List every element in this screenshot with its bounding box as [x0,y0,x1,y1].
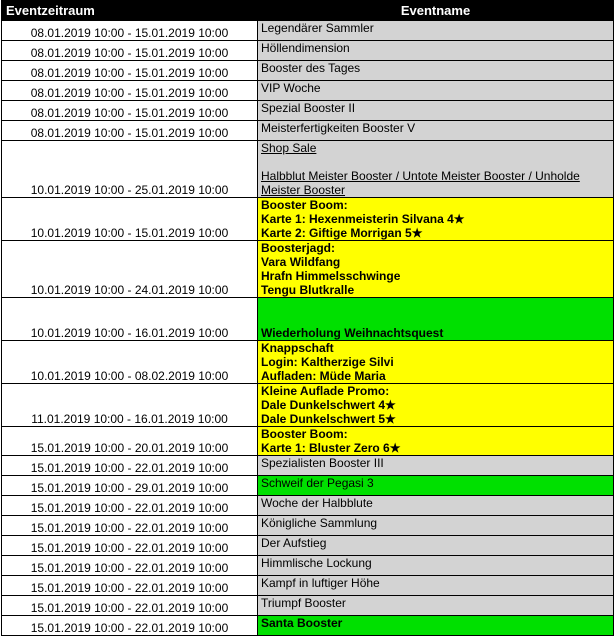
event-date: 15.01.2019 10:00 - 22.01.2019 10:00 [2,576,258,596]
table-row [2,576,614,596]
event-name-shop-sale [258,141,614,198]
table-row [2,298,614,341]
table-row [2,101,614,121]
event-line: Hrafn Himmelsschwinge [261,269,401,283]
event-line: Karte 2: Giftige Morrigan 5★ [261,226,423,240]
event-name: Königliche Sammlung [258,516,614,536]
event-date: 10.01.2019 10:00 - 24.01.2019 10:00 [2,241,258,298]
table-row [2,476,614,496]
event-name: Kampf in luftiger Höhe [258,576,614,596]
table-row [2,516,614,536]
event-date: 15.01.2019 10:00 - 22.01.2019 10:00 [2,516,258,536]
event-name: Schweif der Pegasi 3 [258,476,614,496]
event-line: Aufladen: Müde Maria [261,369,386,383]
table-row [2,556,614,576]
event-name: Woche der Halbblute [258,496,614,516]
event-name: VIP Woche [258,81,614,101]
shop-sale-detail-link[interactable]: Meister Booster [261,183,346,197]
table-row [2,81,614,101]
header-eventname: Eventname [258,1,614,21]
event-date: 08.01.2019 10:00 - 15.01.2019 10:00 [2,81,258,101]
event-line: Knappschaft [261,341,334,355]
event-line: Tengu Blutkralle [261,283,355,297]
table-row [2,41,614,61]
event-name [258,341,614,384]
table-row [2,384,614,427]
table-row [2,61,614,81]
event-name [258,384,614,427]
table-row [2,427,614,456]
event-date: 10.01.2019 10:00 - 16.01.2019 10:00 [2,298,258,341]
table-row [2,496,614,516]
event-date: 08.01.2019 10:00 - 15.01.2019 10:00 [2,21,258,41]
header-eventzeitraum: Eventzeitraum [2,1,258,21]
event-name: Spezialisten Booster III [258,456,614,476]
event-line: Dale Dunkelschwert 4★ [261,398,396,412]
event-name: Santa Booster [258,616,614,636]
event-line: Vara Wildfang [261,255,341,269]
table-row [2,141,614,198]
event-date: 15.01.2019 10:00 - 22.01.2019 10:00 [2,496,258,516]
event-name [258,427,614,456]
event-line: Karte 1: Bluster Zero 6★ [261,441,401,455]
shop-sale-detail-link[interactable]: Halbblut Meister Booster / Untote Meister Booster / Unholde [261,169,580,183]
event-date: 15.01.2019 10:00 - 20.01.2019 10:00 [2,427,258,456]
event-date: 15.01.2019 10:00 - 22.01.2019 10:00 [2,556,258,576]
event-line: Dale Dunkelschwert 5★ [261,412,396,426]
event-line: Boosterjagd: [261,241,336,255]
event-line: Karte 1: Hexenmeisterin Silvana 4★ [261,212,465,226]
table-row [2,456,614,476]
table-row [2,198,614,241]
table-row [2,121,614,141]
event-name: Booster des Tages [258,61,614,81]
event-name: Der Aufstieg [258,536,614,556]
event-date: 11.01.2019 10:00 - 16.01.2019 10:00 [2,384,258,427]
event-name: Himmlische Lockung [258,556,614,576]
event-date: 08.01.2019 10:00 - 15.01.2019 10:00 [2,121,258,141]
event-date: 08.01.2019 10:00 - 15.01.2019 10:00 [2,101,258,121]
event-date: 10.01.2019 10:00 - 15.01.2019 10:00 [2,198,258,241]
header-row [2,1,614,21]
table-row [2,536,614,556]
event-table [1,0,614,636]
event-name: Spezial Booster II [258,101,614,121]
event-date: 15.01.2019 10:00 - 22.01.2019 10:00 [2,536,258,556]
event-date: 08.01.2019 10:00 - 15.01.2019 10:00 [2,61,258,81]
event-name: Wiederholung Weihnachtsquest [258,298,614,341]
event-date: 10.01.2019 10:00 - 25.01.2019 10:00 [2,141,258,198]
event-date: 15.01.2019 10:00 - 22.01.2019 10:00 [2,596,258,616]
event-name [258,198,614,241]
event-name: Höllendimension [258,41,614,61]
event-date: 15.01.2019 10:00 - 22.01.2019 10:00 [2,456,258,476]
event-name: Meisterfertigkeiten Booster V [258,121,614,141]
event-line: Login: Kaltherzige Silvi [261,355,394,369]
shop-sale-link[interactable]: Shop Sale [261,141,317,155]
event-line: Booster Boom: [261,427,348,441]
event-name: Legendärer Sammler [258,21,614,41]
event-name: Triumpf Booster [258,596,614,616]
event-line: Kleine Auflade Promo: [261,384,390,398]
table-row [2,341,614,384]
event-line: Booster Boom: [261,198,348,212]
event-name [258,241,614,298]
event-date: 15.01.2019 10:00 - 22.01.2019 10:00 [2,616,258,636]
event-date: 08.01.2019 10:00 - 15.01.2019 10:00 [2,41,258,61]
event-date: 10.01.2019 10:00 - 08.02.2019 10:00 [2,341,258,384]
table-row [2,596,614,616]
table-row [2,21,614,41]
table-row [2,241,614,298]
event-date: 15.01.2019 10:00 - 29.01.2019 10:00 [2,476,258,496]
table-row [2,616,614,636]
spacer [261,155,610,169]
